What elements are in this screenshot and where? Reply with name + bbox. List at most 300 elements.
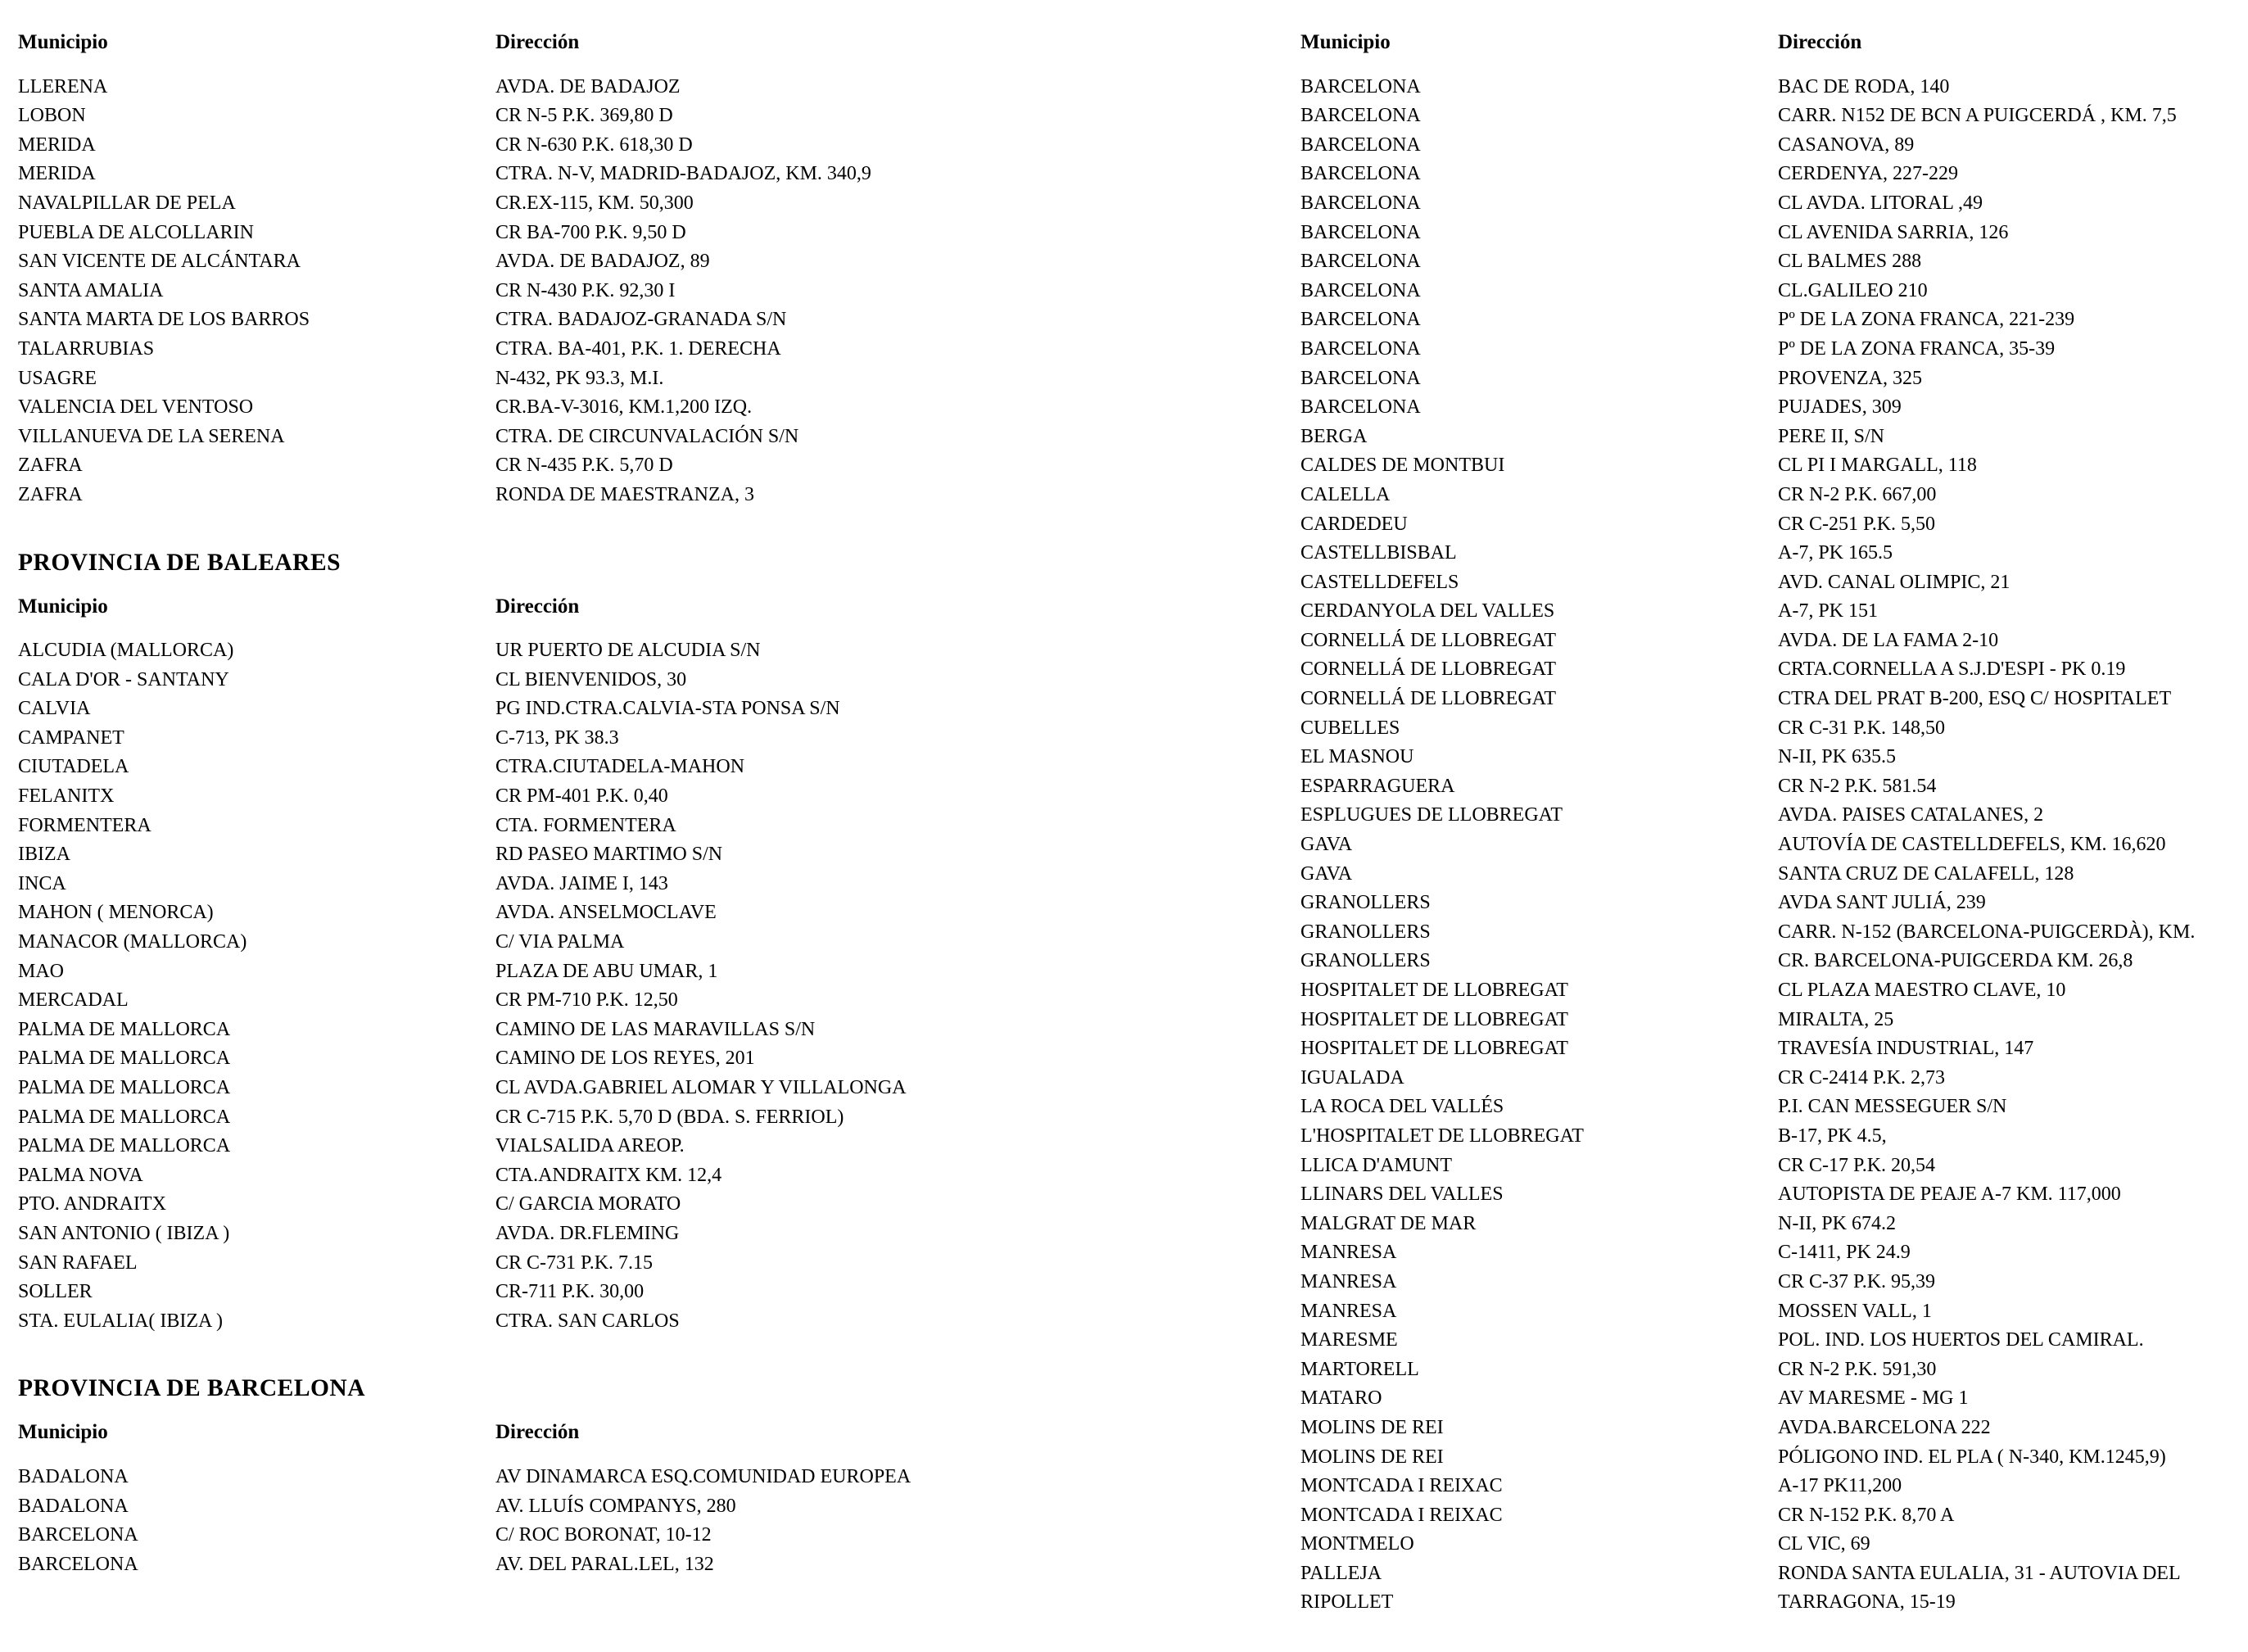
direccion-cell: CR.BA-V-3016, KM.1,200 IZQ. bbox=[495, 396, 753, 419]
municipio-cell: BADALONA bbox=[18, 1495, 129, 1517]
municipio-cell: BARCELONA bbox=[18, 1553, 138, 1575]
municipio-cell: PUEBLA DE ALCOLLARIN bbox=[18, 221, 254, 243]
table-row bbox=[18, 1190, 1246, 1220]
table-row bbox=[1300, 860, 2248, 889]
direccion-cell: Pº DE LA ZONA FRANCA, 35-39 bbox=[1778, 337, 2056, 360]
direccion-cell: CR C-731 P.K. 7.15 bbox=[495, 1251, 654, 1274]
direccion-cell: CL VIC, 69 bbox=[1778, 1533, 1870, 1555]
direccion-cell: RONDA DE MAESTRANZA, 3 bbox=[495, 483, 755, 505]
direccion-cell: AVDA. ANSELMOCLAVE bbox=[495, 902, 717, 924]
municipio-cell: PTO. ANDRAITX bbox=[18, 1193, 166, 1215]
table-row bbox=[1300, 685, 2248, 714]
direccion-cell: C/ VIA PALMA bbox=[495, 931, 625, 953]
municipio-cell: TALARRUBIAS bbox=[18, 337, 155, 360]
municipio-cell: SAN VICENTE DE ALCÁNTARA bbox=[18, 251, 301, 273]
table-row bbox=[18, 189, 1246, 219]
municipio-cell: CALA D'OR - SANTANY bbox=[18, 668, 229, 690]
municipio-cell: CALDES DE MONTBUI bbox=[1300, 455, 1505, 477]
direccion-cell: CR-711 P.K. 30,00 bbox=[495, 1281, 645, 1303]
direccion-cell: AVDA. DE BADAJOZ bbox=[495, 75, 681, 97]
table-row bbox=[18, 1161, 1246, 1191]
badajoz-list bbox=[18, 73, 1246, 510]
direccion-cell: N-II, PK 635.5 bbox=[1778, 746, 1896, 768]
municipio-cell: BARCELONA bbox=[1300, 309, 1421, 331]
direccion-cell: CR C-2414 P.K. 2,73 bbox=[1778, 1066, 1946, 1089]
direccion-cell: CL PI I MARGALL, 118 bbox=[1778, 455, 1977, 477]
municipio-cell: INCA bbox=[18, 872, 66, 894]
municipio-cell: BARCELONA bbox=[1300, 105, 1421, 127]
direccion-cell: CR N-2 P.K. 581.54 bbox=[1778, 775, 1937, 797]
direccion-cell: AVDA. JAIME I, 143 bbox=[495, 872, 668, 894]
direccion-cell: CARR. N152 DE BCN A PUIGCERDÁ , KM. 7,5 bbox=[1778, 105, 2177, 127]
municipio-cell: VILLANUEVA DE LA SERENA bbox=[18, 425, 285, 447]
table-row bbox=[18, 335, 1246, 364]
table-row bbox=[1300, 510, 2248, 540]
direccion-cell: PERE II, S/N bbox=[1778, 425, 1885, 447]
table-row bbox=[1300, 1356, 2248, 1385]
direccion-cell: AVD. CANAL OLIMPIC, 21 bbox=[1778, 571, 2011, 593]
direccion-cell: AUTOPISTA DE PEAJE A-7 KM. 117,000 bbox=[1778, 1184, 2121, 1206]
direccion-cell: AVDA. DE BADAJOZ, 89 bbox=[495, 251, 710, 273]
municipio-cell: PALMA DE MALLORCA bbox=[18, 1106, 231, 1128]
municipio-cell: MATARO bbox=[1300, 1387, 1382, 1410]
municipio-cell: BARCELONA bbox=[1300, 396, 1421, 419]
municipio-cell: MERIDA bbox=[18, 163, 96, 185]
municipio-cell: PALMA NOVA bbox=[18, 1164, 143, 1186]
table-row bbox=[18, 481, 1246, 510]
municipio-cell: CASTELLBISBAL bbox=[1300, 542, 1457, 564]
table-row bbox=[1300, 1268, 2248, 1297]
direccion-cell: CR BA-700 P.K. 9,50 D bbox=[495, 221, 686, 243]
direccion-cell: CTA.ANDRAITX KM. 12,4 bbox=[495, 1164, 722, 1186]
table-row bbox=[18, 393, 1246, 423]
municipio-cell: PALLEJA bbox=[1300, 1562, 1382, 1584]
table-row bbox=[1300, 1559, 2248, 1589]
municipio-cell: ZAFRA bbox=[18, 455, 83, 477]
direccion-header: Dirección bbox=[495, 31, 580, 53]
table-row bbox=[18, 1463, 1246, 1492]
direccion-cell: CR PM-401 P.K. 0,40 bbox=[495, 785, 668, 808]
municipio-cell: BARCELONA bbox=[1300, 221, 1421, 243]
municipio-cell: IGUALADA bbox=[1300, 1066, 1404, 1089]
direccion-cell: BAC DE RODA, 140 bbox=[1778, 75, 1950, 97]
direccion-cell: PLAZA DE ABU UMAR, 1 bbox=[495, 960, 718, 982]
table-row bbox=[18, 986, 1246, 1016]
municipio-cell: GRANOLLERS bbox=[1300, 950, 1431, 972]
municipio-cell: CALVIA bbox=[18, 698, 91, 720]
municipio-cell: MERIDA bbox=[18, 134, 96, 156]
table-row bbox=[18, 1249, 1246, 1279]
table-row bbox=[1300, 335, 2248, 364]
municipio-cell: MANRESA bbox=[1300, 1242, 1397, 1264]
direccion-cell: AV DINAMARCA ESQ.COMUNIDAD EUROPEA bbox=[495, 1465, 911, 1487]
table-row bbox=[1300, 597, 2248, 627]
municipio-cell: MAO bbox=[18, 960, 65, 982]
direccion-header: Dirección bbox=[495, 595, 580, 618]
municipio-cell: BARCELONA bbox=[1300, 337, 1421, 360]
table-row bbox=[18, 782, 1246, 812]
direccion-cell: CASANOVA, 89 bbox=[1778, 134, 1915, 156]
direccion-cell: C-713, PK 38.3 bbox=[495, 726, 619, 749]
municipio-cell: MARESME bbox=[1300, 1329, 1398, 1351]
direccion-cell: CL AVDA. LITORAL ,49 bbox=[1778, 192, 1983, 214]
direccion-cell: PUJADES, 309 bbox=[1778, 396, 1902, 419]
municipio-cell: SANTA MARTA DE LOS BARROS bbox=[18, 309, 310, 331]
table-row bbox=[1300, 743, 2248, 772]
municipio-cell: PALMA DE MALLORCA bbox=[18, 1077, 231, 1098]
municipio-header: Municipio bbox=[18, 595, 108, 618]
municipio-cell: GAVA bbox=[1300, 862, 1353, 885]
direccion-cell: CL AVENIDA SARRIA, 126 bbox=[1778, 221, 2009, 243]
direccion-cell: CR C-17 P.K. 20,54 bbox=[1778, 1154, 1936, 1176]
direccion-cell: CTRA. DE CIRCUNVALACIÓN S/N bbox=[495, 425, 799, 447]
municipio-cell: MONTCADA I REIXAC bbox=[1300, 1504, 1503, 1526]
direccion-cell: PG IND.CTRA.CALVIA-STA PONSA S/N bbox=[495, 698, 840, 720]
direccion-cell: CTRA DEL PRAT B-200, ESQ C/ HOSPITALET bbox=[1778, 688, 2172, 710]
direccion-cell: B-17, PK 4.5, bbox=[1778, 1125, 1887, 1147]
municipio-cell: BARCELONA bbox=[1300, 134, 1421, 156]
table-row bbox=[18, 1074, 1246, 1103]
municipio-cell: SOLLER bbox=[18, 1281, 93, 1303]
direccion-cell: AVDA. DE LA FAMA 2-10 bbox=[1778, 629, 1999, 651]
municipio-cell: CUBELLES bbox=[1300, 717, 1400, 739]
table-header bbox=[1300, 28, 2248, 57]
table-row bbox=[1300, 1122, 2248, 1152]
municipio-cell: PALMA DE MALLORCA bbox=[18, 1048, 231, 1070]
municipio-cell: BARCELONA bbox=[18, 1524, 138, 1546]
direccion-cell: PÓLIGONO IND. EL PLA ( N-340, KM.1245,9) bbox=[1778, 1446, 2166, 1468]
table-row bbox=[18, 102, 1246, 131]
municipio-cell: MOLINS DE REI bbox=[1300, 1416, 1444, 1438]
municipio-cell: CARDEDEU bbox=[1300, 513, 1408, 535]
municipio-cell: MONTCADA I REIXAC bbox=[1300, 1475, 1503, 1497]
table-row bbox=[18, 812, 1246, 841]
direccion-cell: UR PUERTO DE ALCUDIA S/N bbox=[495, 640, 761, 662]
table-row bbox=[1300, 1006, 2248, 1035]
table-row bbox=[1300, 277, 2248, 306]
right-column bbox=[1300, 0, 2248, 1618]
direccion-cell: AV MARESME - MG 1 bbox=[1778, 1387, 1969, 1410]
municipio-cell: CERDANYOLA DEL VALLES bbox=[1300, 600, 1555, 622]
table-row bbox=[1300, 393, 2248, 423]
table-row bbox=[18, 928, 1246, 957]
municipio-cell: GAVA bbox=[1300, 834, 1353, 856]
municipio-cell: CORNELLÁ DE LLOBREGAT bbox=[1300, 659, 1556, 681]
direccion-cell: VIALSALIDA AREOP. bbox=[495, 1135, 685, 1157]
municipio-cell: LOBON bbox=[18, 105, 86, 127]
municipio-cell: CIUTADELA bbox=[18, 756, 129, 778]
municipio-cell: LA ROCA DEL VALLÉS bbox=[1300, 1096, 1504, 1118]
direccion-cell: MIRALTA, 25 bbox=[1778, 1008, 1894, 1030]
municipio-cell: ESPLUGUES DE LLOBREGAT bbox=[1300, 804, 1563, 826]
direccion-cell: CR N-430 P.K. 92,30 I bbox=[495, 279, 676, 301]
municipio-cell: BARCELONA bbox=[1300, 163, 1421, 185]
direccion-header: Dirección bbox=[495, 1421, 580, 1444]
table-row bbox=[18, 1016, 1246, 1045]
table-row bbox=[18, 1492, 1246, 1522]
municipio-cell: BARCELONA bbox=[1300, 367, 1421, 389]
direccion-cell: AVDA.BARCELONA 222 bbox=[1778, 1416, 1991, 1438]
table-row bbox=[1300, 219, 2248, 248]
municipio-cell: FORMENTERA bbox=[18, 814, 152, 836]
municipio-cell: MOLINS DE REI bbox=[1300, 1446, 1444, 1468]
municipio-cell: GRANOLLERS bbox=[1300, 892, 1431, 914]
municipio-cell: CORNELLÁ DE LLOBREGAT bbox=[1300, 629, 1556, 651]
table-header bbox=[18, 592, 1246, 622]
municipio-cell: ZAFRA bbox=[18, 483, 83, 505]
table-row bbox=[1300, 423, 2248, 452]
municipio-cell: MANRESA bbox=[1300, 1300, 1397, 1322]
direccion-cell: C/ GARCIA MORATO bbox=[495, 1193, 681, 1215]
table-row bbox=[1300, 655, 2248, 685]
municipio-cell: ALCUDIA (MALLORCA) bbox=[18, 640, 234, 662]
direccion-header: Dirección bbox=[1778, 31, 1862, 53]
table-row bbox=[1300, 947, 2248, 976]
direccion-cell: CL.GALILEO 210 bbox=[1778, 279, 1928, 301]
table-row bbox=[1300, 1472, 2248, 1501]
table-row bbox=[18, 1550, 1246, 1580]
direccion-cell: SANTA CRUZ DE CALAFELL, 128 bbox=[1778, 862, 2074, 885]
direccion-cell: CARR. N-152 (BARCELONA-PUIGCERDÀ), KM. bbox=[1778, 921, 2196, 943]
direccion-cell: CRTA.CORNELLA A S.J.D'ESPI - PK 0.19 bbox=[1778, 659, 2126, 681]
table-row bbox=[18, 306, 1246, 335]
table-row bbox=[18, 1220, 1246, 1249]
table-row bbox=[1300, 568, 2248, 598]
table-row bbox=[1300, 714, 2248, 744]
direccion-cell: CR C-31 P.K. 148,50 bbox=[1778, 717, 1946, 739]
direccion-cell: CR N-435 P.K. 5,70 D bbox=[495, 455, 673, 477]
table-row bbox=[18, 364, 1246, 394]
direccion-cell: PROVENZA, 325 bbox=[1778, 367, 1923, 389]
direccion-cell: CTRA.CIUTADELA-MAHON bbox=[495, 756, 745, 778]
municipio-cell: PALMA DE MALLORCA bbox=[18, 1135, 231, 1157]
direccion-cell: AUTOVÍA DE CASTELLDEFELS, KM. 16,620 bbox=[1778, 834, 2166, 856]
municipio-cell: CASTELLDEFELS bbox=[1300, 571, 1459, 593]
table-row bbox=[1300, 1414, 2248, 1443]
barcelona-list-left bbox=[18, 1463, 1246, 1579]
table-row bbox=[1300, 918, 2248, 948]
table-row bbox=[18, 1044, 1246, 1074]
direccion-cell: POL. IND. LOS HUERTOS DEL CAMIRAL. bbox=[1778, 1329, 2144, 1351]
table-row bbox=[18, 1521, 1246, 1550]
table-row bbox=[18, 695, 1246, 724]
municipio-cell: NAVALPILLAR DE PELA bbox=[18, 192, 236, 214]
direccion-cell: CTRA. N-V, MADRID-BADAJOZ, KM. 340,9 bbox=[495, 163, 871, 185]
table-row bbox=[18, 724, 1246, 754]
table-row bbox=[1300, 1064, 2248, 1093]
table-row bbox=[18, 1103, 1246, 1133]
direccion-cell: MOSSEN VALL, 1 bbox=[1778, 1300, 1932, 1322]
table-row bbox=[1300, 247, 2248, 277]
table-row bbox=[18, 1132, 1246, 1161]
table-row bbox=[1300, 131, 2248, 161]
municipio-header: Municipio bbox=[18, 1421, 108, 1444]
direccion-cell: C/ ROC BORONAT, 10-12 bbox=[495, 1524, 712, 1546]
direccion-cell: TRAVESÍA INDUSTRIAL, 147 bbox=[1778, 1038, 2034, 1060]
municipio-cell: GRANOLLERS bbox=[1300, 921, 1431, 943]
table-row bbox=[1300, 73, 2248, 102]
table-row bbox=[1300, 1093, 2248, 1122]
table-row bbox=[1300, 102, 2248, 131]
table-row bbox=[1300, 1443, 2248, 1473]
municipio-cell: VALENCIA DEL VENTOSO bbox=[18, 396, 254, 419]
municipio-cell: SAN ANTONIO ( IBIZA ) bbox=[18, 1222, 230, 1244]
table-row bbox=[18, 666, 1246, 695]
table-row bbox=[1300, 539, 2248, 568]
municipio-cell: MAHON ( MENORCA) bbox=[18, 902, 214, 924]
table-row bbox=[1300, 481, 2248, 510]
direccion-cell: CR C-37 P.K. 95,39 bbox=[1778, 1270, 1936, 1292]
direccion-cell: CR N-2 P.K. 667,00 bbox=[1778, 483, 1937, 505]
table-row bbox=[1300, 1180, 2248, 1210]
municipio-cell: BERGA bbox=[1300, 425, 1368, 447]
direccion-cell: P.I. CAN MESSEGUER S/N bbox=[1778, 1096, 2007, 1118]
direccion-cell: AVDA. PAISES CATALANES, 2 bbox=[1778, 804, 2044, 826]
municipio-cell: MALGRAT DE MAR bbox=[1300, 1212, 1477, 1234]
table-row bbox=[18, 753, 1246, 782]
municipio-cell: L'HOSPITALET DE LLOBREGAT bbox=[1300, 1125, 1584, 1147]
table-row bbox=[1300, 451, 2248, 481]
direccion-cell: CR PM-710 P.K. 12,50 bbox=[495, 989, 678, 1012]
section-title-barcelona: PROVINCIA DE BARCELONA bbox=[18, 1375, 366, 1402]
table-row bbox=[1300, 1384, 2248, 1414]
table-row bbox=[1300, 889, 2248, 918]
table-row bbox=[18, 840, 1246, 870]
municipio-cell: USAGRE bbox=[18, 367, 97, 389]
table-row bbox=[18, 219, 1246, 248]
municipio-cell: LLINARS DEL VALLES bbox=[1300, 1184, 1504, 1206]
barcelona-list-right bbox=[1300, 73, 2248, 1618]
section-title-baleares: PROVINCIA DE BALEARES bbox=[18, 549, 341, 576]
direccion-cell: CR N-2 P.K. 591,30 bbox=[1778, 1358, 1937, 1380]
municipio-cell: BARCELONA bbox=[1300, 279, 1421, 301]
direccion-cell: CTRA. BA-401, P.K. 1. DERECHA bbox=[495, 337, 781, 360]
direccion-cell: CR C-715 P.K. 5,70 D (BDA. S. FERRIOL) bbox=[495, 1106, 844, 1128]
municipio-cell: EL MASNOU bbox=[1300, 746, 1414, 768]
municipio-cell: CAMPANET bbox=[18, 726, 124, 749]
municipio-cell: MANACOR (MALLORCA) bbox=[18, 931, 247, 953]
table-row bbox=[1300, 772, 2248, 802]
direccion-cell: RONDA SANTA EULALIA, 31 - AUTOVIA DEL bbox=[1778, 1562, 2181, 1584]
direccion-cell: N-II, PK 674.2 bbox=[1778, 1212, 1896, 1234]
municipio-cell: RIPOLLET bbox=[1300, 1591, 1394, 1614]
table-row bbox=[18, 898, 1246, 928]
direccion-cell: A-7, PK 165.5 bbox=[1778, 542, 1893, 564]
table-row bbox=[1300, 1034, 2248, 1064]
municipio-cell: HOSPITALET DE LLOBREGAT bbox=[1300, 1008, 1568, 1030]
table-row bbox=[18, 870, 1246, 899]
direccion-cell: CR C-251 P.K. 5,50 bbox=[1778, 513, 1936, 535]
direccion-cell: AV. LLUÍS COMPANYS, 280 bbox=[495, 1495, 736, 1517]
table-row bbox=[1300, 976, 2248, 1006]
baleares-list bbox=[18, 636, 1246, 1336]
municipio-cell: CALELLA bbox=[1300, 483, 1391, 505]
table-row bbox=[1300, 627, 2248, 656]
municipio-cell: BARCELONA bbox=[1300, 75, 1421, 97]
table-row bbox=[18, 423, 1246, 452]
municipio-cell: MONTMELO bbox=[1300, 1533, 1414, 1555]
direccion-cell: AVDA SANT JULIÁ, 239 bbox=[1778, 892, 1986, 914]
table-row bbox=[1300, 801, 2248, 831]
table-row bbox=[18, 160, 1246, 189]
direccion-cell: C-1411, PK 24.9 bbox=[1778, 1242, 1911, 1264]
table-row bbox=[18, 73, 1246, 102]
direccion-cell: CR N-630 P.K. 618,30 D bbox=[495, 134, 693, 156]
direccion-cell: Pº DE LA ZONA FRANCA, 221-239 bbox=[1778, 309, 2075, 331]
table-row bbox=[18, 1307, 1246, 1337]
table-row bbox=[1300, 306, 2248, 335]
table-header bbox=[18, 28, 1246, 57]
municipio-cell: IBIZA bbox=[18, 844, 70, 866]
municipio-cell: CORNELLÁ DE LLOBREGAT bbox=[1300, 688, 1556, 710]
direccion-cell: CAMINO DE LAS MARAVILLAS S/N bbox=[495, 1018, 816, 1040]
municipio-cell: ESPARRAGUERA bbox=[1300, 775, 1455, 797]
direccion-cell: A-7, PK 151 bbox=[1778, 600, 1879, 622]
table-row bbox=[1300, 1588, 2248, 1618]
table-row bbox=[1300, 1326, 2248, 1356]
table-row bbox=[18, 451, 1246, 481]
table-row bbox=[1300, 1530, 2248, 1559]
municipio-cell: BARCELONA bbox=[1300, 251, 1421, 273]
municipio-cell: MARTORELL bbox=[1300, 1358, 1419, 1380]
direccion-cell: CTA. FORMENTERA bbox=[495, 814, 676, 836]
direccion-cell: A-17 PK11,200 bbox=[1778, 1475, 1902, 1497]
table-row bbox=[1300, 1152, 2248, 1181]
table-row bbox=[1300, 1297, 2248, 1327]
table-row bbox=[1300, 189, 2248, 219]
municipio-cell: LLERENA bbox=[18, 75, 108, 97]
table-row bbox=[1300, 1238, 2248, 1268]
direccion-cell: TARRAGONA, 15-19 bbox=[1778, 1591, 1956, 1614]
direccion-cell: CTRA. BADAJOZ-GRANADA S/N bbox=[495, 309, 787, 331]
municipio-cell: LLICA D'AMUNT bbox=[1300, 1154, 1452, 1176]
municipio-cell: STA. EULALIA( IBIZA ) bbox=[18, 1310, 224, 1332]
table-row bbox=[18, 636, 1246, 666]
table-row bbox=[18, 247, 1246, 277]
direccion-cell: CL BALMES 288 bbox=[1778, 251, 1922, 273]
municipio-cell: MANRESA bbox=[1300, 1270, 1397, 1292]
municipio-header: Municipio bbox=[18, 31, 108, 53]
direccion-cell: CR N-5 P.K. 369,80 D bbox=[495, 105, 673, 127]
municipio-cell: SAN RAFAEL bbox=[18, 1251, 138, 1274]
table-row bbox=[1300, 1501, 2248, 1531]
direccion-cell: CAMINO DE LOS REYES, 201 bbox=[495, 1048, 755, 1070]
table-row bbox=[1300, 1210, 2248, 1239]
municipio-cell: MERCADAL bbox=[18, 989, 129, 1012]
municipio-cell: BARCELONA bbox=[1300, 192, 1421, 214]
municipio-cell: FELANITX bbox=[18, 785, 115, 808]
table-row bbox=[18, 1278, 1246, 1307]
table-row bbox=[1300, 364, 2248, 394]
direccion-cell: CL BIENVENIDOS, 30 bbox=[495, 668, 687, 690]
municipio-cell: SANTA AMALIA bbox=[18, 279, 164, 301]
municipio-cell: PALMA DE MALLORCA bbox=[18, 1018, 231, 1040]
table-row bbox=[1300, 160, 2248, 189]
municipio-cell: BADALONA bbox=[18, 1465, 129, 1487]
direccion-cell: CR. BARCELONA-PUIGCERDA KM. 26,8 bbox=[1778, 950, 2133, 972]
table-header bbox=[18, 1418, 1246, 1447]
table-row bbox=[1300, 831, 2248, 860]
direccion-cell: CERDENYA, 227-229 bbox=[1778, 163, 1958, 185]
direccion-cell: AV. DEL PARAL.LEL, 132 bbox=[495, 1553, 714, 1575]
direccion-cell: CL AVDA.GABRIEL ALOMAR Y VILLALONGA bbox=[495, 1077, 907, 1098]
municipio-header: Municipio bbox=[1300, 31, 1391, 53]
direccion-cell: CR.EX-115, KM. 50,300 bbox=[495, 192, 694, 214]
table-row bbox=[18, 131, 1246, 161]
direccion-cell: CTRA. SAN CARLOS bbox=[495, 1310, 680, 1332]
direccion-cell: N-432, PK 93.3, M.I. bbox=[495, 367, 664, 389]
direccion-cell: RD PASEO MARTIMO S/N bbox=[495, 844, 723, 866]
